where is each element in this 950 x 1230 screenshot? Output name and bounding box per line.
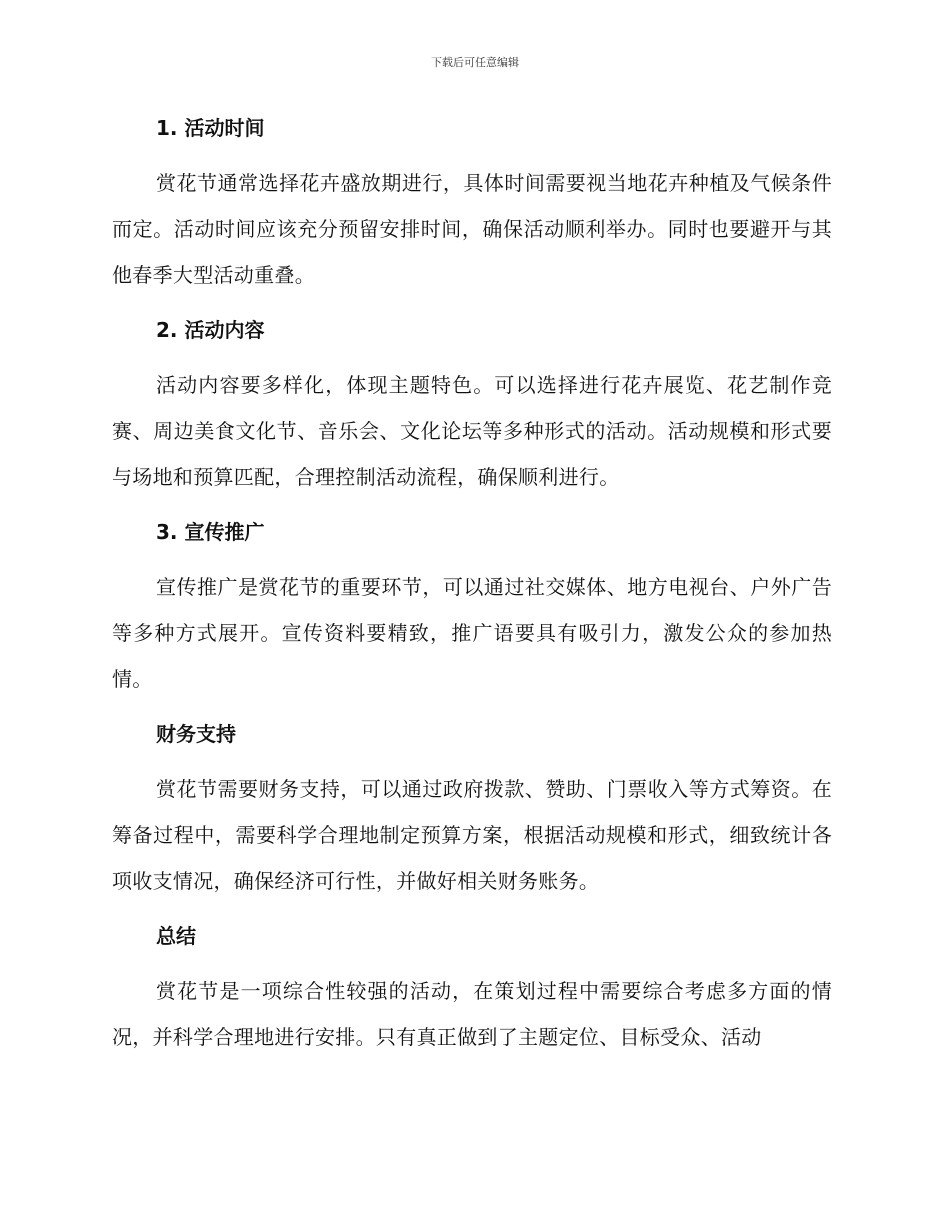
section-heading: 1. 活动时间 bbox=[156, 116, 265, 140]
section-summary bbox=[112, 918, 832, 1060]
header-note: 下载后可任意编辑 bbox=[431, 56, 519, 69]
section-heading: 财务支持 bbox=[156, 722, 236, 746]
document-body bbox=[112, 110, 832, 1060]
section-paragraph: 赏花节是一项综合性较强的活动，在策划过程中需要综合考虑多方面的情况，并科学合理地进行安排。只有真正做到了主题定位、目标受众、活动 bbox=[112, 979, 832, 1049]
section-financial-support bbox=[112, 716, 832, 904]
section-heading: 2. 活动内容 bbox=[156, 318, 265, 342]
section-activity-content bbox=[112, 312, 832, 500]
section-paragraph: 赏花节需要财务支持，可以通过政府拨款、赞助、门票收入等方式筹资。在筹备过程中，需要科学合理地制定预算方案，根据活动规模和形式，细致统计各项收支情况，确保经济可行性，并做好相关财务账务。 bbox=[112, 777, 832, 893]
section-paragraph: 宣传推广是赏花节的重要环节，可以通过社交媒体、地方电视台、户外广告等多种方式展开。宣传资料要精致，推广语要具有吸引力，激发公众的参加热情。 bbox=[112, 575, 832, 691]
section-heading: 总结 bbox=[156, 924, 196, 948]
section-promotion bbox=[112, 514, 832, 702]
section-heading: 3. 宣传推广 bbox=[156, 520, 265, 544]
section-paragraph: 活动内容要多样化，体现主题特色。可以选择进行花卉展览、花艺制作竞赛、周边美食文化节、音乐会、文化论坛等多种形式的活动。活动规模和形式要与场地和预算匹配，合理控制活动流程，确保顺利进行。 bbox=[112, 373, 832, 489]
section-paragraph: 赏花节通常选择花卉盛放期进行，具体时间需要视当地花卉种植及气候条件而定。活动时间应该充分预留安排时间，确保活动顺利举办。同时也要避开与其他春季大型活动重叠。 bbox=[112, 171, 832, 287]
section-activity-time bbox=[112, 110, 832, 298]
